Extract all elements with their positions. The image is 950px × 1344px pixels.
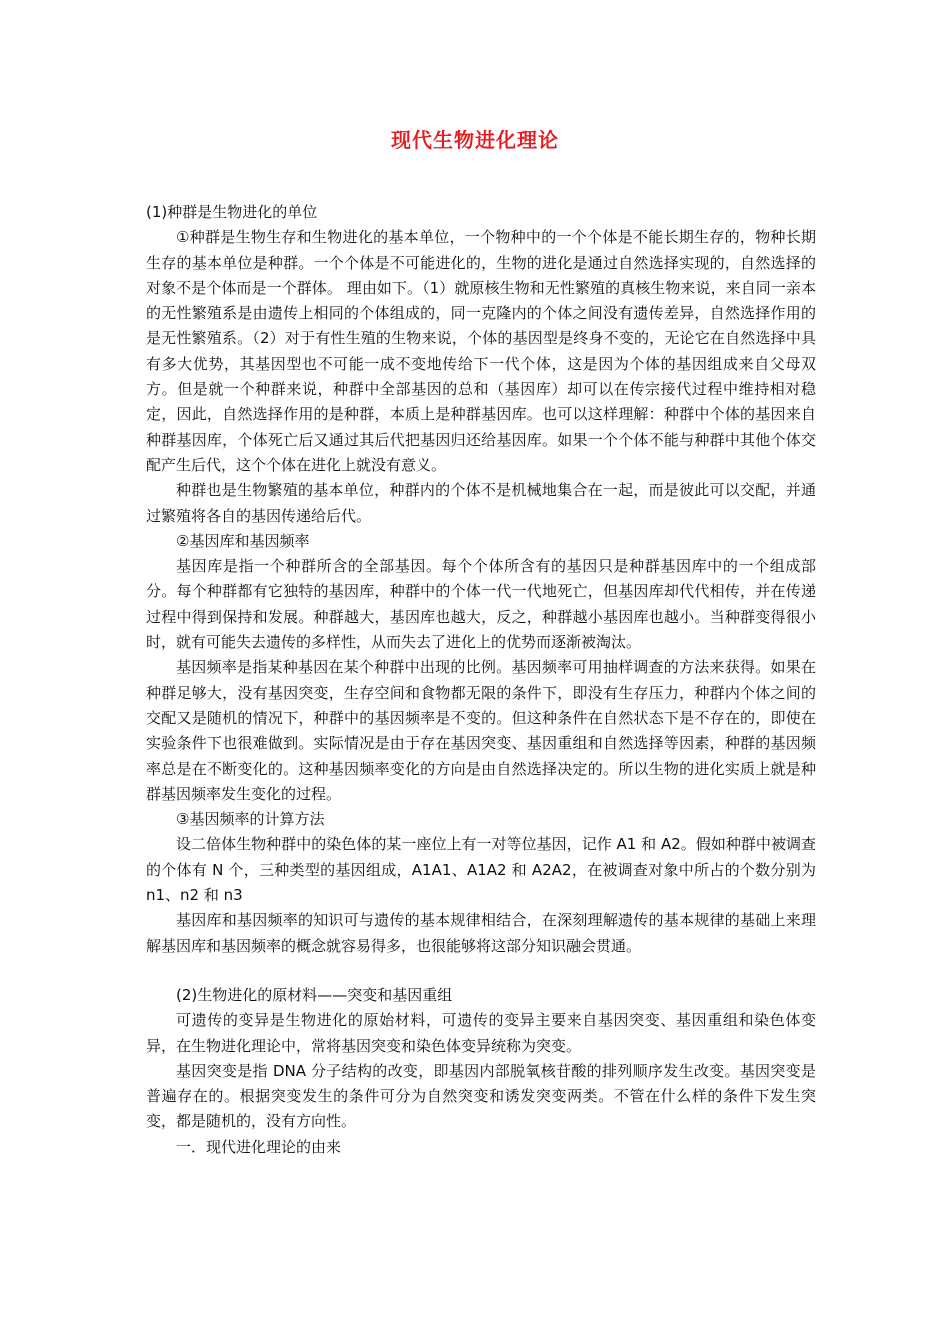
section-heading: (1)种群是生物进化的单位	[146, 203, 318, 221]
paragraph: 基因频率是指某种基因在某个种群中出现的比例。基因频率可用抽样调查的方法来获得。如果在种群足够大，没有基因突变，生存空间和食物都无限的条件下，即没有生存压力，种群内个体之间的交配又是随机的情况下，种群中的基因频率是不变的。但这种条件在自然状态下是不存在的，即使在实验条件下也很难做到。实际情况是由于存在基因突变、基因重组和自然选择等因素，种群的基因频率总是在不断变化的。这种基因频率变化的方向是由自然选择决定的。所以生物的进化实质上就是种群基因频率发生变化的过程。	[146, 658, 816, 803]
paragraph: ③基因频率的计算方法	[176, 810, 325, 829]
paragraph: 基因库是指一个种群所含的全部基因。每个个体所含有的基因只是种群基因库中的一个组成部分。每个种群都有它独特的基因库，种群中的个体一代一代地死亡，但基因库却代代相传，并在传递过程中得到保持和发展。种群越大，基因库也越大，反之，种群越小基因库也越小。当种群变得很小时，就有可能失去遗传的多样性，从而失去了进化上的优势而逐渐被淘汰。	[146, 557, 816, 652]
paragraph: ①种群是生物生存和生物进化的基本单位，一个物种中的一个个体是不能长期生存的，物种长期生存的基本单位是种群。一个个体是不可能进化的，生物的进化是通过自然选择实现的，自然选择的对象不是个体而是一个群体。 理由如下。（1）就原核生物和无性繁殖的真核生物来说，来自同一亲本的无性繁殖系是由遗传上相同的个体组成的，同一克隆内的个体之间没有遗传差异，自然选择作用的是无性繁殖系。（2）对于有性生殖的生物来说，个体的基因型是终身不变的，无论它在自然选择中具有多大优势，其基因型也不可能一成不变地传给下一代个体，这是因为个体的基因组成来自父母双方。但是就一个种群来说，种群中全部基因的总和（基因库）却可以在传宗接代过程中维持相对稳定，因此，自然选择作用的是种群，本质上是种群基因库。也可以这样理解：种群中个体的基因来自种群基因库，个体死亡后又通过其后代把基因归还给基因库。如果一个个体不能与种群中其他个体交配产生后代，这个个体在进化上就没有意义。	[146, 228, 816, 474]
paragraph: 基因库和基因频率的知识可与遗传的基本规律相结合，在深刻理解遗传的基本规律的基础上来理解基因库和基因频率的概念就容易得多，也很能够将这部分知识融会贯通。	[146, 911, 816, 955]
paragraph: 可遗传的变异是生物进化的原始材料，可遗传的变异主要来自基因突变、基因重组和染色体变异，在生物进化理论中，常将基因突变和染色体变异统称为突变。	[146, 1011, 816, 1055]
document-title: 现代生物进化理论	[391, 128, 559, 152]
paragraph: 一．现代进化理论的由来	[176, 1137, 342, 1156]
document-body	[146, 200, 816, 1160]
paragraph: 设二倍体生物种群中的染色体的某一座位上有一对等位基因，记作 A1 和 A2。假如种群中被调查的个体有 N 个，三种类型的基因组成，A1A1、A1A2 和 A2A2，在被调查对象中所占的个数分别为 n1、n2 和 n3	[146, 835, 816, 905]
paragraph: 种群也是生物繁殖的基本单位，种群内的个体不是机械地集合在一起，而是彼此可以交配，并通过繁殖将各自的基因传递给后代。	[146, 481, 816, 525]
paragraph-gap	[146, 959, 816, 983]
paragraph: 基因突变是指 DNA 分子结构的改变，即基因内部脱氧核苷酸的排列顺序发生改变。基因突变是普遍存在的。根据突变发生的条件可分为自然突变和诱发突变两类。不管在什么样的条件下发生突变，都是随机的，没有方向性。	[146, 1061, 816, 1131]
paragraph: (2)生物进化的原材料——突变和基因重组	[176, 985, 453, 1004]
paragraph: ②基因库和基因频率	[176, 531, 310, 550]
